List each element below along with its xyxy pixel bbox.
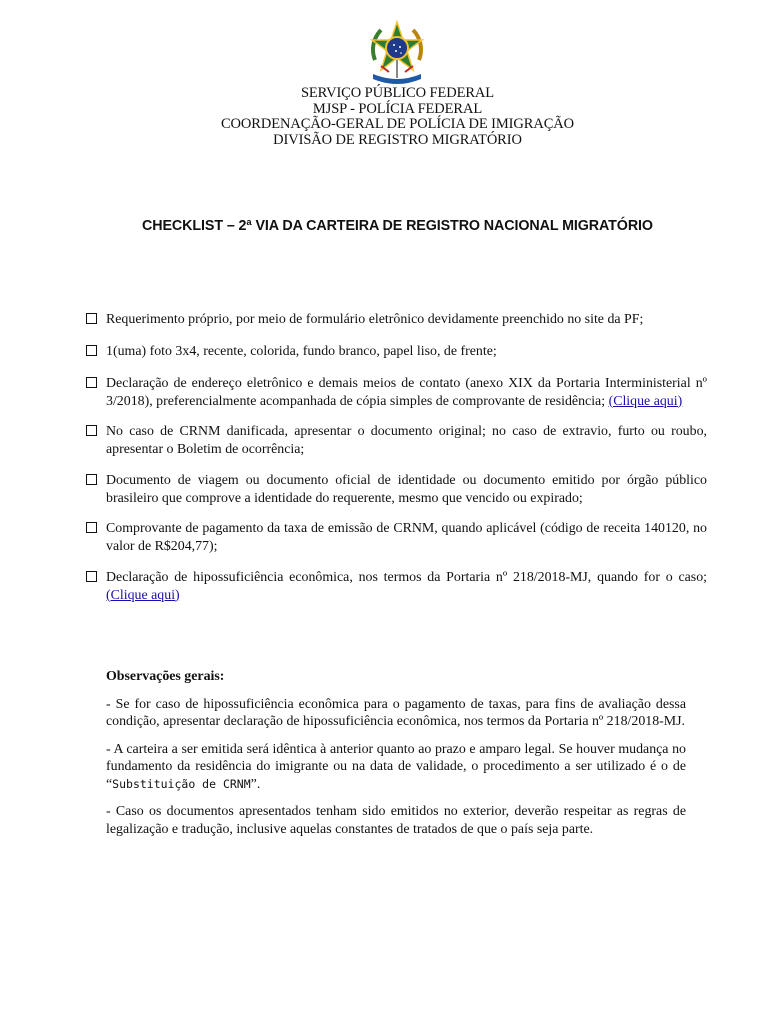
checklist-item-declaracao-endereco [85,375,707,410]
checklist-item-text: Documento de viagem ou documento oficial de identidade ou documento emitido por órgão público brasileiro que comprove a identidade do requerente, mesmo que vencido ou expirado; [106,473,707,506]
checklist-item-documento-viagem [85,472,707,507]
checkbox-icon [86,377,97,388]
header-line-service: SERVIÇO PÚBLICO FEDERAL [300,85,495,101]
observacao-text-end: ”. [250,776,261,792]
header-line-ministry: MJSP - POLÍCIA FEDERAL [312,100,483,117]
brazil-coat-of-arms-icon [367,20,427,88]
checklist-item-text: Declaração de hipossuficiência econômica, nos termos da Portaria nº 218/2018-MJ, quando for o caso; [106,570,707,585]
checkbox-icon [86,474,97,485]
observacao-text: - A carteira a ser emitida será idêntica à anterior quanto ao prazo e amparo legal. Se houver mudança no fundamento da residência do imigrante ou na data de validade, o procedimento a ser utilizado é o de “ [106,741,686,792]
clique-aqui-link[interactable]: (Clique aqui) [106,587,180,603]
checkbox-icon [86,522,97,533]
clique-aqui-link[interactable]: (Clique aqui) [608,393,683,409]
checkbox-icon [86,425,97,436]
checklist-item-text: Requerimento próprio, por meio de formulário eletrônico devidamente preenchido no site da PF; [106,312,644,327]
observacao-paragraph [106,741,686,794]
observacoes-section [106,668,686,848]
checklist-item-foto [85,343,707,361]
checklist-item-text: No caso de CRNM danificada, apresentar o documento original; no caso de extravio, furto ou roubo, apresentar o Boletim de ocorrência; [106,424,707,457]
checklist-item-requerimento [85,311,707,329]
checkbox-icon [86,313,97,324]
observacoes-title: Observações gerais: [106,669,225,684]
header-line-coordination: COORDENAÇÃO-GERAL DE POLÍCIA DE IMIGRAÇÃO [220,116,575,132]
checklist-item-text: Comprovante de pagamento da taxa de emissão de CRNM, quando aplicável (código de receita 140120, no valor de R$204,77); [106,521,707,554]
checklist-item-hipossuficiencia [85,569,707,604]
page-title: CHECKLIST – 2ª VIA DA CARTEIRA DE REGISTRO NACIONAL MIGRATÓRIO [142,218,653,234]
checklist-item-text: 1(uma) foto 3x4, recente, colorida, fundo branco, papel liso, de frente; [106,344,497,359]
checklist-item-comprovante-pagamento [85,520,707,555]
observacao-paragraph: - Se for caso de hipossuficiência econômica para o pagamento de taxas, para fins de avaliação dessa condição, apresentar declaração de hipossuficiência econômica, nos termos da Portaria nº 218/2018-MJ. [106,696,686,729]
header-line-division: DIVISÃO DE REGISTRO MIGRATÓRIO [273,131,522,148]
observacao-paragraph: - Caso os documentos apresentados tenham sido emitidos no exterior, deverão respeitar as regras de legalização e tradução, inclusive aquelas constantes de tratados de que o país seja parte. [106,804,686,837]
observacao-procedure-name: Substituição de CRNM [112,776,251,791]
checkbox-icon [86,571,97,582]
checklist-item-text: Declaração de endereço eletrônico e demais meios de contato (anexo XIX da Portaria Interministerial nº 3/2018), preferencialmente acompanhada de cópia simples de comprovante de residência; [106,376,707,409]
checkbox-icon [86,345,97,356]
document-header [0,86,768,148]
checklist-item-crnm-danificada [85,423,707,458]
